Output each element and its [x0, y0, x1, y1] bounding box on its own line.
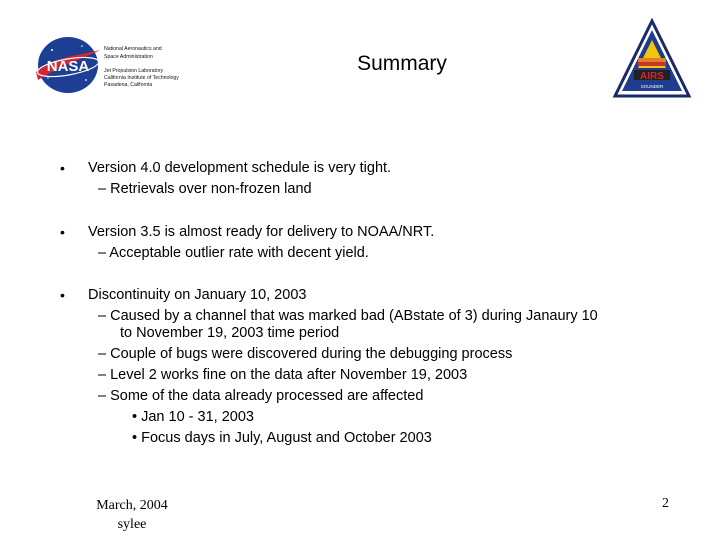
footer-author: sylee [117, 517, 147, 532]
bullet-3-sub-2: – Couple of bugs were discovered during the debugging process [98, 346, 513, 362]
bullet-2-sub-1: – Acceptable outlier rate with decent yield. [98, 245, 369, 261]
footer-date-author [92, 496, 172, 534]
org-line-5: Pasadena, California [104, 82, 153, 88]
bullet-3-sub-3: – Level 2 works fine on the data after November 19, 2003 [98, 367, 468, 383]
airs-logo [612, 18, 692, 100]
bullet-3-sub-1: – Caused by a channel that was marked bad (ABstate of 3) during Janaury 10 [98, 308, 598, 324]
bullet-3-subsub-1: • Jan 10 - 31, 2003 [132, 409, 254, 425]
nasa-logo [34, 36, 102, 94]
bullet-dot: • [60, 287, 65, 303]
bullet-1-text: Version 4.0 development schedule is very tight. [88, 160, 392, 176]
svg-text:NASA: NASA [46, 58, 90, 75]
bullet-3-subsub-2: • Focus days in July, August and October 2003 [132, 430, 432, 446]
org-line-1: National Aeronautics and [104, 46, 162, 52]
bullet-dot: • [60, 160, 65, 176]
bullet-2-text: Version 3.5 is almost ready for delivery to NOAA/NRT. [88, 224, 435, 240]
org-line-4: California Institute of Technology [104, 75, 179, 81]
bullet-3-text: Discontinuity on January 10, 2003 [88, 287, 307, 303]
footer-date: March, 2004 [96, 498, 168, 513]
bullet-3-sub-1-cont: to November 19, 2003 time period [120, 325, 340, 341]
bullet-1-sub-1: – Retrievals over non-frozen land [98, 181, 312, 197]
org-line-3: Jet Propulsion Laboratory [104, 68, 164, 74]
svg-text:AIRS: AIRS [640, 71, 664, 82]
bullet-3-sub-4: – Some of the data already processed are affected [98, 388, 424, 404]
bullet-dot: • [60, 224, 65, 240]
slide-title: Summary [357, 52, 447, 75]
page-number: 2 [662, 496, 669, 511]
org-line-2: Space Administration [104, 54, 153, 60]
svg-text:SOUNDER: SOUNDER [640, 84, 664, 89]
